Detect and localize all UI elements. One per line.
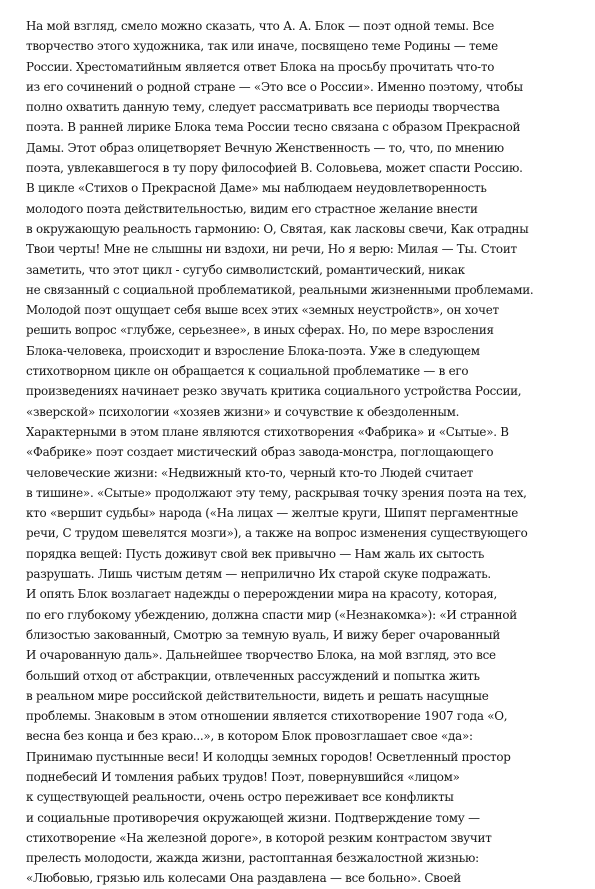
text-line: Принимаю пустынные веси! И колодцы земных городов! Осветленный простор xyxy=(26,749,511,764)
text-line: На мой взгляд, смело можно сказать, что А. А. Блок — поэт одной темы. Все xyxy=(26,19,494,33)
text-line: больший отход от абстракции, отвлеченных рассуждений и попытка жить xyxy=(26,668,480,683)
text-line: поэта, увлекавшегося в ту пору философией В. Соловьева, может спасти Россию. xyxy=(26,161,523,176)
text-line: в реальном мире российской действительности, видеть и решать насущные xyxy=(26,688,489,703)
text-line: порядка вещей: Пусть доживут свой век привычно — Нам жаль их сытость xyxy=(26,546,485,561)
text-line: Твои черты! Мне не слышны ни вздохи, ни речи, Но я верю: Милая — Ты. Стоит xyxy=(26,242,517,257)
text-line: поднебесий И томления рабьих трудов! Поэт, повернувшийся «лицом» xyxy=(26,769,460,784)
text-line: из его сочинений о родной стране — «Это все о России». Именно поэтому, чтобы xyxy=(26,79,523,94)
text-line: близостью закованный, Смотрю за темную вуаль, И вижу берег очарованный xyxy=(26,627,501,642)
text-line: молодого поэта действительностью, видим его страстное желание внести xyxy=(26,201,478,216)
essay-text xyxy=(26,16,586,889)
text-line: весна без конца и без краю...», в котором Блок провозглашает свое «да»: xyxy=(26,729,473,744)
text-line: полно охватить данную тему, следует рассматривать все периоды творчества xyxy=(26,100,500,115)
text-line: человеческие жизни: «Недвижный кто-то, черный кто-то Людей считает xyxy=(26,465,474,480)
text-line: поэта. В ранней лирике Блока тема России тесно связана с образом Прекрасной xyxy=(26,120,521,135)
text-line: по его глубокому убеждению, должна спасти мир («Незнакомка»): «И странной xyxy=(26,607,517,622)
text-line: Блока-человека, происходит и взросление Блока-поэта. Уже в следующем xyxy=(26,343,480,358)
text-line: творчество этого художника, так или иначе, посвящено теме Родины — теме xyxy=(26,39,498,54)
text-line: И очарованную даль». Дальнейшее творчество Блока, на мой взгляд, это все xyxy=(26,648,496,663)
text-line: проблемы. Знаковым в этом отношении является стихотворение 1907 года «О, xyxy=(26,709,508,724)
text-line: речи, С трудом шевелятся мозги»), а также на вопрос изменения существующего xyxy=(26,526,528,541)
text-line: в тишине». «Сытые» продолжают эту тему, раскрывая точку зрения поэта на тех, xyxy=(26,485,527,500)
text-line: произведениях начинает резко звучать критика социального устройства России, xyxy=(26,384,522,399)
text-line: решить вопрос «глубже, серьезнее», в иных сферах. Но, по мере взросления xyxy=(26,323,494,338)
text-line: стихотворном цикле он обращается к социальной проблематике — в его xyxy=(26,364,469,379)
text-line: не связанный с социальной проблематикой, реальными жизненными проблемами. xyxy=(26,282,534,297)
text-line: В цикле «Стихов о Прекрасной Даме» мы наблюдаем неудовлетворенность xyxy=(26,181,487,196)
text-line: прелесть молодости, жажда жизни, растоптанная безжалостной жизнью: xyxy=(26,851,479,866)
text-line: России. Хрестоматийным является ответ Блока на просьбу прочитать что-то xyxy=(26,59,495,74)
text-line: кто «вершит судьбы» народа («На лицах — желтые круги, Шипят пергаментные xyxy=(26,506,519,521)
text-line: Характерными в этом плане являются стихотворения «Фабрика» и «Сытые». В xyxy=(26,424,509,439)
text-line: Дамы. Этот образ олицетворяет Вечную Женственность — то, что, по мнению xyxy=(26,140,504,155)
text-line: стихотворение «На железной дороге», в которой резким контрастом звучит xyxy=(26,830,492,845)
text-line: к существующей реальности, очень остро переживает все конфликты xyxy=(26,790,454,805)
text-line: И опять Блок возлагает надежды о перерождении мира на красоту, которая, xyxy=(26,587,498,602)
text-line: «Фабрике» поэт создает мистический образ завода-монстра, поглощающего xyxy=(26,445,494,460)
text-line: заметить, что этот цикл - сугубо символистский, романтический, никак xyxy=(26,262,465,277)
text-line: «Любовью, грязью иль колесами Она раздавлена — все больно». Своей xyxy=(26,871,461,886)
text-line: разрушать. Лишь чистым детям — неприлично Их старой скуке подражать. xyxy=(26,567,491,582)
text-line: и социальные противоречия окружающей жизни. Подтверждение тому — xyxy=(26,810,480,825)
text-line: в окружающую реальность гармонию: О, Святая, как ласковы свечи, Как отрадны xyxy=(26,221,529,236)
text-line: «зверской» психологии «хозяев жизни» и сочувствие к обездоленным. xyxy=(26,404,460,419)
text-line: Молодой поэт ощущает себя выше всех этих «земных неустройств», он хочет xyxy=(26,303,499,318)
